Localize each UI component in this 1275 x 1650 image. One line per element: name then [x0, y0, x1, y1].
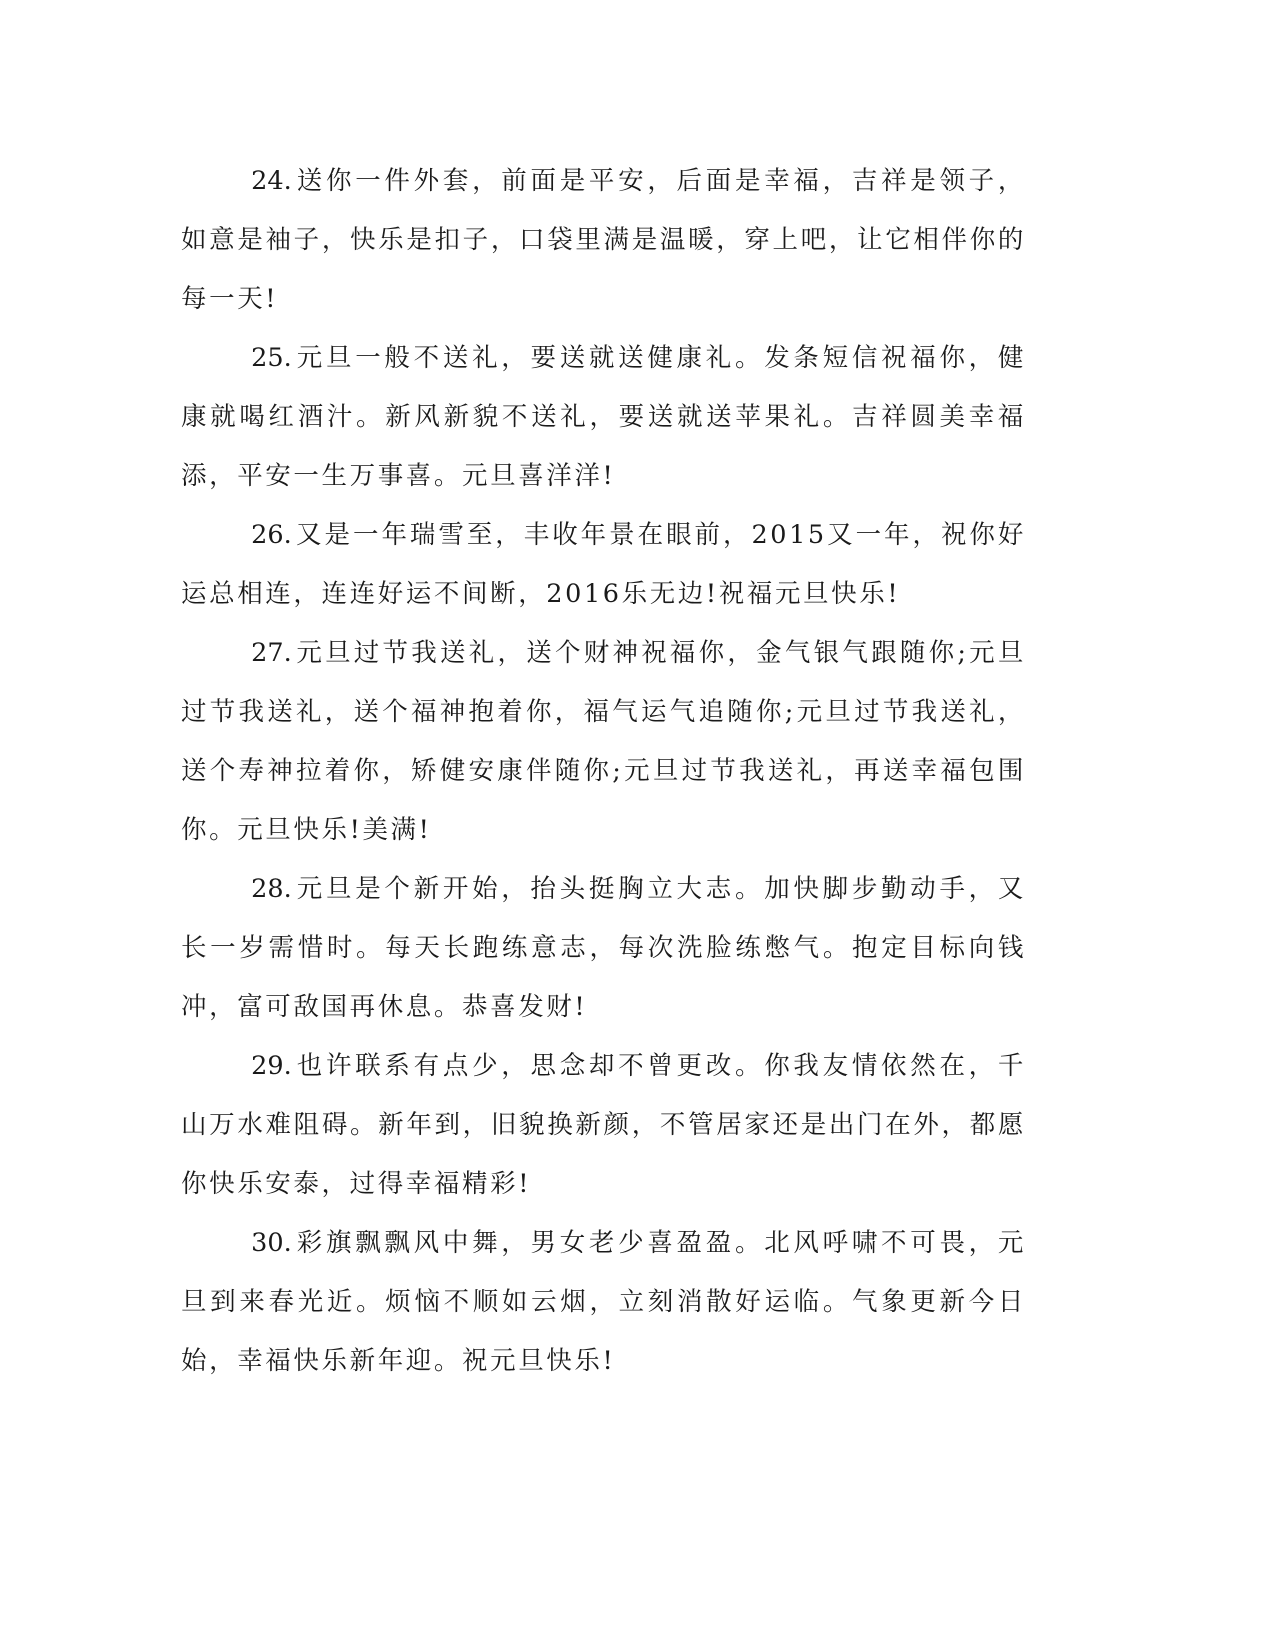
paragraph-text: 元旦一般不送礼，要送就送健康礼。发条短信祝福你，健康就喝红酒汁。新风新貌不送礼，要送就送苹果礼。吉祥圆美幸福添，平安一生万事喜。元旦喜洋洋!: [181, 343, 1026, 491]
paragraph-text: 彩旗飘飘风中舞，男女老少喜盈盈。北风呼啸不可畏，元旦到来春光近。烦恼不顺如云烟，立刻消散好运临。气象更新今日始，幸福快乐新年迎。祝元旦快乐!: [181, 1228, 1026, 1376]
paragraph-number: 26.: [251, 520, 292, 550]
paragraph-number: 28.: [251, 874, 292, 904]
paragraph-text: 送你一件外套，前面是平安，后面是幸福，吉祥是领子，如意是袖子，快乐是扣子，口袋里满是温暖，穿上吧，让它相伴你的每一天!: [181, 166, 1026, 314]
paragraph-text: 元旦过节我送礼，送个财神祝福你，金气银气跟随你;元旦过节我送礼，送个福神抱着你，福气运气追随你;元旦过节我送礼，送个寿神拉着你，矫健安康伴随你;元旦过节我送礼，再送幸福包围你。元旦快乐!美满!: [181, 638, 1026, 845]
paragraph-number: 25.: [251, 343, 292, 373]
paragraph-27: [181, 624, 1026, 860]
paragraph-text: 元旦是个新开始，抬头挺胸立大志。加快脚步勤动手，又长一岁需惜时。每天长跑练意志，每次洗脸练憋气。抱定目标向钱冲，富可敌国再休息。恭喜发财!: [181, 874, 1026, 1022]
paragraph-number: 29.: [251, 1051, 292, 1081]
paragraph-25: [181, 329, 1026, 506]
paragraph-29: [181, 1037, 1026, 1214]
paragraph-26: [181, 506, 1026, 624]
paragraph-number: 24.: [251, 166, 292, 196]
paragraph-24: [181, 152, 1026, 329]
paragraph-text: 也许联系有点少，思念却不曾更改。你我友情依然在，千山万水难阻碍。新年到，旧貌换新颜，不管居家还是出门在外，都愿你快乐安泰，过得幸福精彩!: [181, 1051, 1026, 1199]
document-body: [181, 152, 1026, 1391]
paragraph-30: [181, 1214, 1026, 1391]
paragraph-number: 30.: [251, 1228, 292, 1258]
paragraph-number: 27.: [251, 638, 292, 668]
paragraph-28: [181, 860, 1026, 1037]
paragraph-text: 又是一年瑞雪至，丰收年景在眼前，2015又一年，祝你好运总相连，连连好运不间断，2016乐无边!祝福元旦快乐!: [181, 520, 1026, 609]
